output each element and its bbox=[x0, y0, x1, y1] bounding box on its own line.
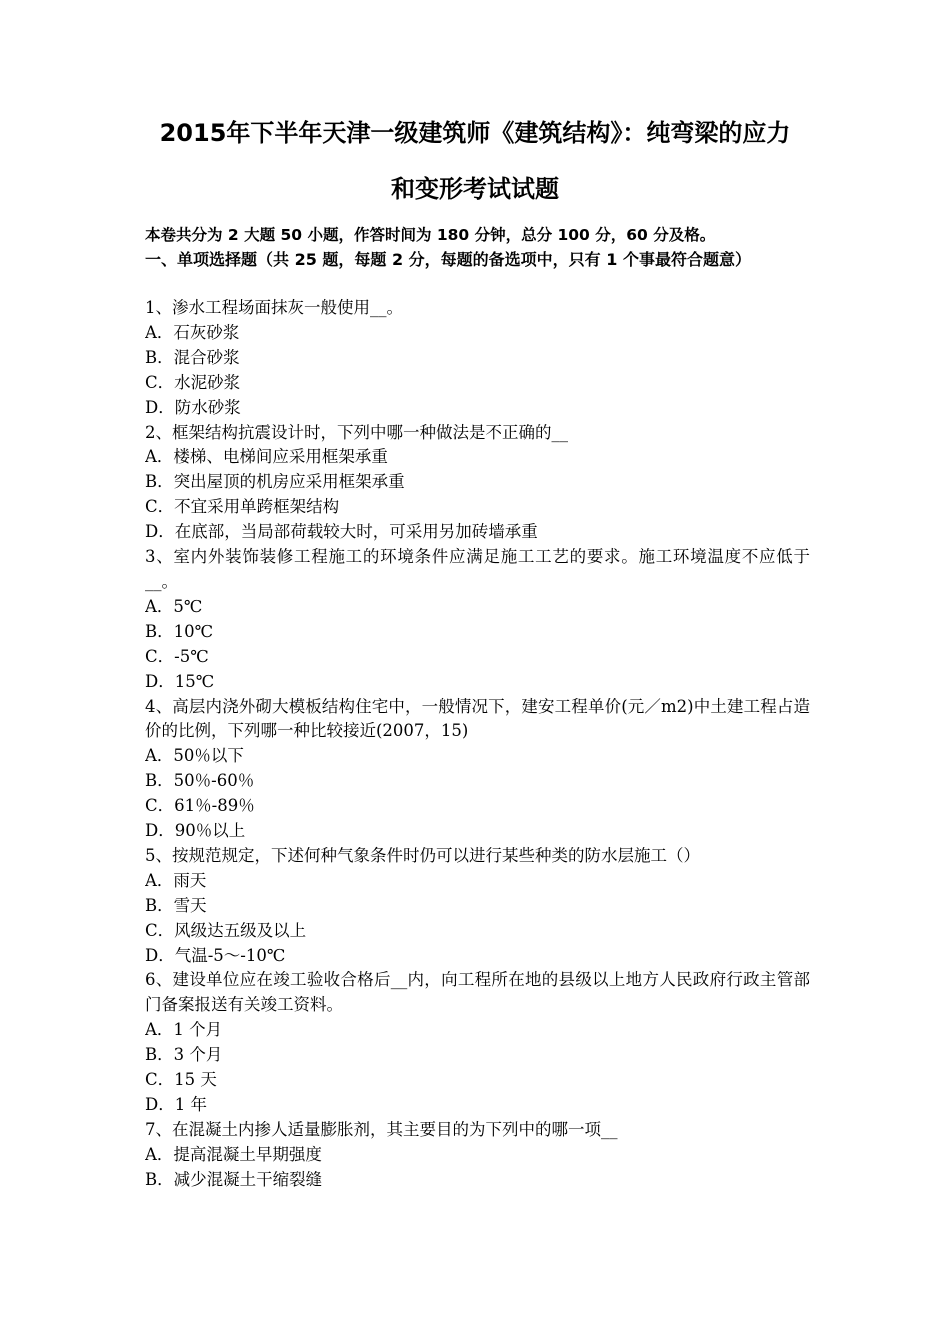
document-title-line-1: 2015年下半年天津一级建筑师《建筑结构》：纯弯梁的应力 bbox=[159, 119, 791, 147]
question-stem: 1、渗水工程场面抹灰一般使用__。 bbox=[145, 298, 403, 317]
question-option: C．风级达五级及以上 bbox=[145, 920, 307, 940]
question-option: C．15 天 bbox=[145, 1070, 217, 1090]
question-option: B．3 个月 bbox=[145, 1045, 223, 1065]
question-option: D．15℃ bbox=[145, 671, 215, 691]
exam-intro: 本卷共分为 2 大题 50 小题，作答时间为 180 分钟，总分 100 分，60 分及格。 bbox=[145, 226, 716, 244]
question-option: B．50％-60％ bbox=[145, 771, 255, 791]
question-option: C．不宜采用单跨框架结构 bbox=[145, 497, 340, 517]
question-list bbox=[145, 296, 810, 1193]
question-option: A．雨天 bbox=[145, 870, 207, 890]
question-option: A．楼梯、电梯间应采用框架承重 bbox=[145, 447, 388, 467]
question-option: C．水泥砂浆 bbox=[145, 372, 241, 392]
question-stem: 4、高层内浇外砌大模板结构住宅中，一般情况下，建安工程单价(元／m2)中土建工程占造价的比例，下列哪一种比较接近(2007，15) bbox=[145, 696, 810, 741]
document-title-line-2: 和变形考试试题 bbox=[391, 175, 559, 203]
question-option: D．90％以上 bbox=[145, 821, 246, 841]
question-option: C．61％-89％ bbox=[145, 796, 255, 816]
question-option: B．突出屋顶的机房应采用框架承重 bbox=[145, 472, 405, 492]
question-stem: 5、按规范规定，下述何种气象条件时仍可以进行某些种类的防水层施工（） bbox=[145, 845, 700, 865]
question-option: A．5℃ bbox=[145, 596, 203, 616]
question-stem: 2、框架结构抗震设计时，下列中哪一种做法是不正确的__ bbox=[145, 422, 568, 442]
question-stem: 7、在混凝土内掺人适量膨胀剂，其主要目的为下列中的哪一项__ bbox=[145, 1119, 618, 1139]
question-option: C．-5℃ bbox=[145, 646, 209, 666]
section-heading: 一、单项选择题（共 25 题，每题 2 分，每题的备选项中，只有 1 个事最符合题意） bbox=[145, 250, 751, 269]
question-option: A．提高混凝土早期强度 bbox=[145, 1144, 322, 1164]
question-stem: 6、建设单位应在竣工验收合格后__内，向工程所在地的县级以上地方人民政府行政主管部门备案报送有关竣工资料。 bbox=[145, 970, 810, 1015]
question-option: A．1 个月 bbox=[145, 1020, 223, 1040]
question-option: B．雪天 bbox=[145, 895, 207, 915]
question-option: A．石灰砂浆 bbox=[145, 322, 240, 342]
question-option: B．混合砂浆 bbox=[145, 347, 240, 367]
question-option: D．在底部，当局部荷载较大时，可采用另加砖墙承重 bbox=[145, 522, 538, 542]
question-option: A．50％以下 bbox=[145, 746, 244, 766]
question-option: D．防水砂浆 bbox=[145, 397, 241, 417]
question-stem: 3、室内外装饰装修工程施工的环境条件应满足施工工艺的要求。施工环境温度不应低于__。 bbox=[145, 547, 810, 591]
question-option: D．气温-5～-10℃ bbox=[145, 945, 286, 965]
question-option: D．1 年 bbox=[145, 1095, 207, 1114]
question-option: B．减少混凝土干缩裂缝 bbox=[145, 1169, 323, 1189]
question-option: B．10℃ bbox=[145, 621, 214, 641]
